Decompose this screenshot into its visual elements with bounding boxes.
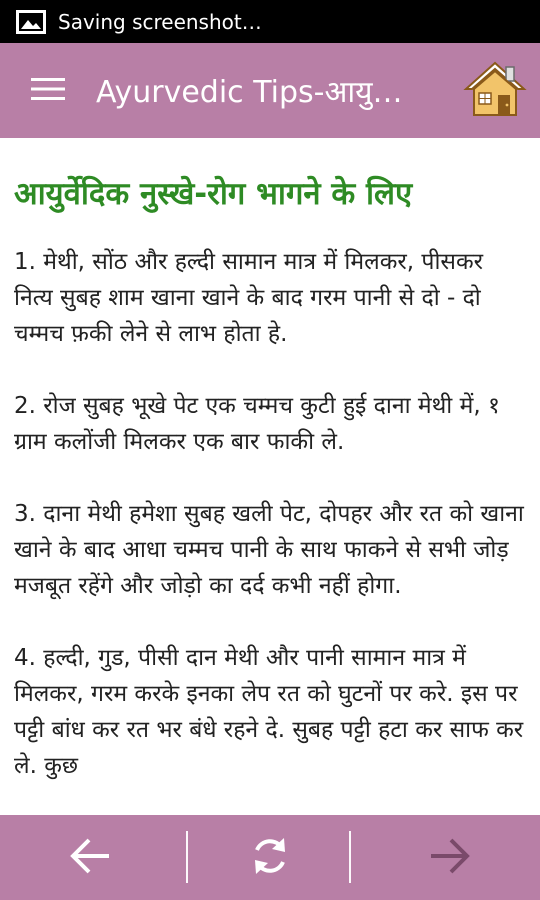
paragraph-3: 3. दाना मेथी हमेशा सुबह खली पेट, दोपहर और रत को खाना खाने के बाद आधा चम्मच पानी के साथ फाकने से सभी जोड़ मजबूत रहेंगे और जोड़ो का दर्द कभी नहीं होगा. [14, 501, 524, 599]
paragraph-1: 1. मेथी, सोंठ और हल्दी सामान मात्र में मिलकर, पीसकर नित्य सुबह शाम खाना खाने के बाद गरम पानी से दो - दो चम्मच फ़की लेने से लाभ होता हे. [14, 249, 484, 347]
nav-divider [186, 831, 188, 883]
arrow-left-icon [67, 836, 113, 880]
back-button[interactable] [0, 815, 180, 900]
article-content[interactable] [0, 138, 540, 815]
refresh-icon [248, 834, 292, 882]
nav-divider [349, 831, 351, 883]
paragraph-4: 4. हल्दी, गुड, पीसी दान मेथी और पानी सामान मात्र में मिलकर, गरम करके इनका लेप रत को घुटनों पर करे. इस पर पट्टी बांध कर रत भर बंधे रहने दे. सुबह पट्टी हटा कर साफ कर ले. कुछ [14, 645, 524, 779]
article-body [14, 244, 526, 784]
paragraph-2: 2. रोज सुबह भूखे पेट एक चम्मच कुटी हुई दाना मेथी में, १ ग्राम कलोंजी मिलकर एक बार फाकी ले. [14, 393, 500, 455]
app-bar [0, 43, 540, 138]
bottom-nav-bar [0, 815, 540, 900]
article-title: आयुर्वेदिक नुस्खे-रोग भागने के लिए [14, 176, 413, 212]
status-bar [0, 0, 540, 43]
menu-button[interactable] [0, 43, 96, 138]
app-title: Ayurvedic Tips-आयु… [96, 75, 403, 110]
home-button[interactable] [462, 57, 528, 123]
image-icon [16, 10, 46, 34]
hamburger-menu-icon [31, 77, 65, 105]
arrow-right-icon [427, 836, 473, 880]
home-icon [462, 108, 528, 127]
refresh-button[interactable] [180, 815, 360, 900]
forward-button[interactable] [360, 815, 540, 900]
status-text: Saving screenshot… [58, 9, 262, 34]
